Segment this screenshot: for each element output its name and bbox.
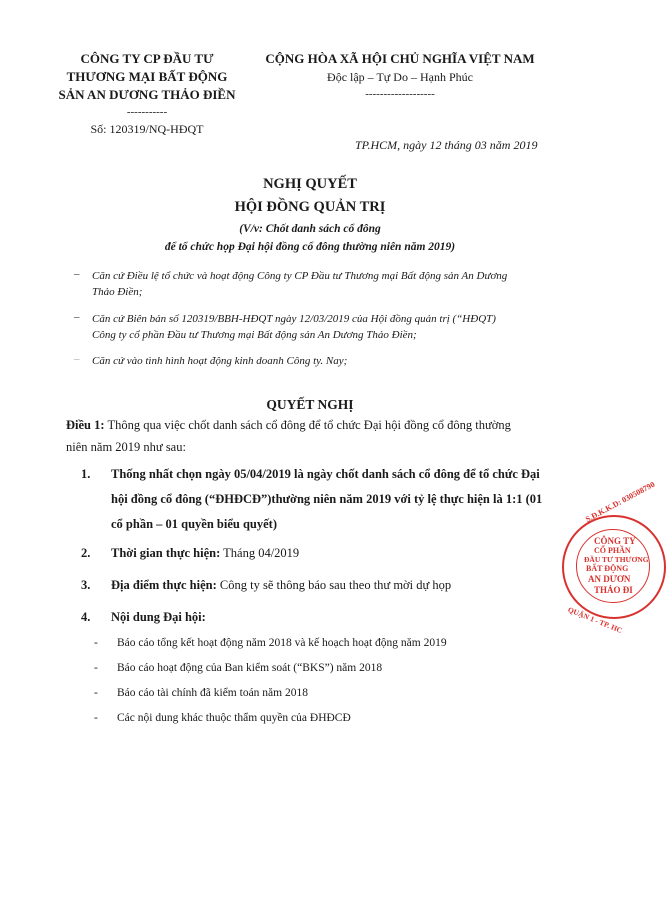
item-3-value: Công ty sẽ thông báo sau theo thư mời dự họp: [216, 578, 452, 592]
item-3: [111, 574, 556, 597]
company-seal: [562, 479, 666, 635]
agenda-item-4: Các nội dung khác thuộc thẩm quyền của ĐHĐCĐ: [117, 712, 351, 724]
agenda-bullet-2: -: [94, 662, 98, 674]
agenda-item-3: Báo cáo tài chính đã kiểm toán năm 2018: [117, 687, 308, 699]
item-4-label: Nội dung Đại hội:: [111, 610, 206, 624]
item-2: [111, 542, 556, 565]
republic-separator: -------------------: [365, 88, 435, 100]
seal-bottom-text: QUẬN 1 - TP. HC: [566, 605, 624, 635]
article-1: [66, 414, 586, 458]
agenda-item-2: Báo cáo hoạt động của Ban kiểm soát (“BKS”) năm 2018: [117, 662, 383, 674]
basis-dash-2: –: [74, 311, 80, 323]
item-4: [111, 606, 556, 629]
item-1: [111, 462, 556, 537]
company-line-1: CÔNG TY CP ĐẦU TƯ: [80, 51, 214, 66]
item-1-line-2: hội đồng cổ đông (“ĐHĐCĐ”)thường niên năm 2019 với tỷ lệ thực hiện là 1:1 (01: [111, 492, 543, 506]
basis-item-2: [92, 311, 562, 343]
seal-line-3: ĐẦU TƯ THƯƠNG: [584, 555, 649, 564]
item-3-label: Địa điểm thực hiện:: [111, 578, 217, 592]
basis-dash-3: –: [74, 353, 80, 365]
item-1-number: 1.: [81, 467, 91, 481]
item-1-line-3: cổ phần – 01 quyền biểu quyết): [111, 517, 278, 531]
basis-dash-1: –: [74, 268, 80, 280]
article-text-1: Thông qua việc chốt danh sách cổ đông để tổ chức Đại hội đồng cổ đông thường: [104, 418, 511, 432]
seal-line-4: BẤT ĐỘNG: [586, 564, 629, 573]
item-2-number: 2.: [81, 546, 91, 560]
agenda-bullet-1: -: [94, 637, 98, 649]
item-2-label: Thời gian thực hiện:: [111, 546, 221, 560]
item-4-number: 4.: [81, 610, 91, 624]
agenda-bullet-4: -: [94, 712, 98, 724]
seal-line-2: CỔ PHẦN: [594, 546, 631, 555]
article-label: Điều 1:: [66, 418, 105, 432]
document-number: Số: 120319/NQ-HĐQT: [90, 122, 204, 136]
company-name: [42, 50, 252, 104]
basis-1-line-1: Căn cứ Điều lệ tổ chức và hoạt động Công ty CP Đầu tư Thương mại Bất động sản An Dương: [92, 270, 508, 282]
subject-line-2: để tổ chức họp Đại hội đồng cổ đông thường niên năm 2019): [164, 241, 456, 253]
item-3-number: 3.: [81, 578, 91, 592]
republic-title: CỘNG HÒA XÃ HỘI CHỦ NGHĨA VIỆT NAM: [265, 51, 535, 66]
document-title: NGHỊ QUYẾT: [263, 176, 357, 192]
agenda-item-1: Báo cáo tổng kết hoạt động năm 2018 và kế hoạch hoạt động năm 2019: [117, 637, 447, 649]
seal-clip: [556, 479, 657, 635]
subject-line-1: (V/v: Chốt danh sách cổ đông: [239, 223, 381, 235]
document-subtitle: HỘI ĐỒNG QUẢN TRỊ: [234, 199, 386, 215]
basis-2-line-1: Căn cứ Biên bản số 120319/BBH-HĐQT ngày 12/03/2019 của Hội đồng quản trị (“HĐQT): [92, 313, 496, 325]
article-1-line-1: [66, 414, 586, 436]
seal-line-1: CÔNG TY: [594, 536, 636, 546]
republic-motto: Độc lập – Tự Do – Hạnh Phúc: [327, 70, 473, 84]
agenda-bullet-3: -: [94, 687, 98, 699]
basis-item-3: [92, 353, 562, 369]
basis-item-1: [92, 268, 562, 300]
basis-2-line-2: Công ty cổ phần Đầu tư Thương mại Bất động sản An Dương Thảo Điền;: [92, 329, 417, 341]
basis-1-line-2: Thảo Điền;: [92, 286, 143, 298]
seal-ring-text: S.Đ.K.K.D: 030508790: [584, 479, 657, 524]
company-line-3: SẢN AN DƯƠNG THẢO ĐIỀN: [58, 87, 236, 102]
seal-line-5: AN DƯƠN: [588, 574, 631, 584]
seal-line-6: THẢO ĐI: [594, 585, 633, 595]
company-line-2: THƯƠNG MẠI BẤT ĐỘNG: [66, 69, 228, 84]
item-2-value: Tháng 04/2019: [220, 546, 300, 560]
basis-3-line-1: Căn cứ vào tình hình hoạt động kinh doanh Công ty. Nay;: [92, 355, 348, 367]
date-line: TP.HCM, ngày 12 tháng 03 năm 2019: [355, 138, 538, 152]
item-1-line-1: Thống nhất chọn ngày 05/04/2019 là ngày chốt danh sách cổ đông để tổ chức Đại: [111, 467, 540, 481]
company-separator: -----------: [126, 106, 168, 118]
article-1-line-2: niên năm 2019 như sau:: [66, 440, 186, 454]
resolution-heading: QUYẾT NGHỊ: [266, 397, 354, 412]
